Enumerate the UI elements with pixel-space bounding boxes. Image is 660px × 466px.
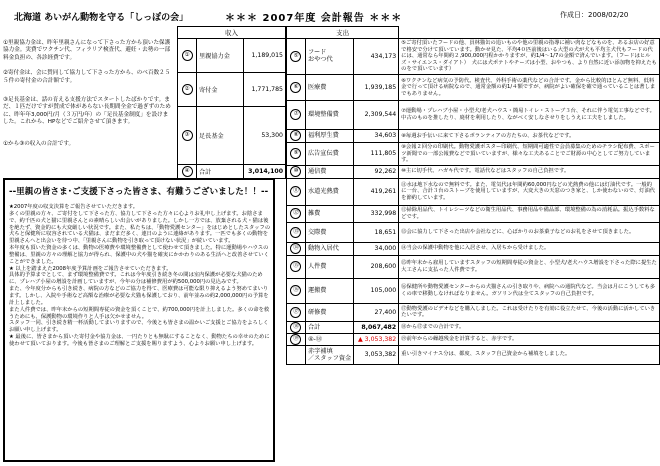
table-row <box>287 255 660 278</box>
row-value: 27,400 <box>354 303 399 321</box>
expense-table <box>286 26 660 365</box>
row-value: 2,309,544 <box>354 100 399 129</box>
row-label: 寄付金 <box>197 73 244 107</box>
row-label: 水道光熱費 <box>305 178 353 205</box>
income-note: ①里親協力金は、昨年里親さんになって下さった方から頂いた保護協力金。実費でワクチン代、フィラリア検査代、避妊・去勢の一部料金負担の、各診経費です。 <box>3 40 171 61</box>
table-row <box>178 39 286 73</box>
row-description: ⑲前年からの繰越残金を計算すると、赤字です。 <box>399 333 660 345</box>
row-description: ⑨会報２回分の印刷代。動物愛護ポスター印刷代、短期間可適性で会員募集のためのチラシ配布費、スポーツ新聞での一部公報費などで頂いていますが、様々な工夫あることでご財源の中心としてご努力しています。 <box>399 142 660 165</box>
row-label: フード おやつ代 <box>305 39 353 75</box>
message-paragraph: 多くの里親の方々、ご寄付をして下さった方、協力して下さった方々に心よりお礼申し上げます。お陰さまで、約千匹の犬と猫に里親さんとの素晴らしい出会いがありました。しかし一方では、放棄される犬・猫は後を絶たず、資金的にも大変厳しい状況です。また、私たちは、「動物愛護センター」をはじめとしたスタッフの犬ちと保健所に収容されている犬猫は、まだまだ多く、連日のように連絡があります。一匹でも多くの動物を里親さんへと出会いを待つ中、「里親さんに動物を引き取って頂けない状況」が続いています。 <box>9 210 271 245</box>
row-description: ⑮昨年末から雇用していますスタッフの短期間専従の資金と、小型犬/老犬ハウス増設を下さった際に提生た大工さんに支払った人件費です。 <box>399 255 660 278</box>
row-label: 医療費 <box>305 74 353 100</box>
row-value: 105,000 <box>354 278 399 303</box>
row-number: ⑪ <box>290 186 301 197</box>
table-row <box>287 321 660 333</box>
table-row <box>287 165 660 178</box>
row-label: 合計 <box>305 321 353 333</box>
income-table <box>177 26 286 179</box>
row-value: 34,603 <box>354 129 399 142</box>
row-number: ① <box>182 50 193 61</box>
organization-name: 北海道 あいがん動物を守る「しっぽの会」 <box>14 13 189 23</box>
income-note: ①から③の収入の合計です。 <box>3 140 75 147</box>
message-paragraph: 本年度も頂いた資金の多くは、動物の医療費や環境整備費として使わせて頂きました。特に運動場やハウスの整備は、里親の方々の理解と協力が得られ、保護中の犬や猫を確実にかかわりのある生活へと改善させていくことができました。 <box>9 245 269 265</box>
row-label: 福利厚生費 <box>305 129 353 142</box>
table-row <box>287 333 660 345</box>
table-row <box>287 100 660 129</box>
message-paragraph: ★ 最後に、皆さまから頂いた寄付金や協力金は、一円たりとも無駄にすることなく、動物たちの幸せのために使わせて頂いております。今後も皆さまのご理解とご支援を賜りますよう、心よりお願い申し上げます。 <box>9 334 270 347</box>
row-value: ▲ 3,053,382 <box>354 333 399 345</box>
row-number: ⑩ <box>290 166 301 177</box>
row-value: 53,300 <box>244 107 286 165</box>
row-label: 足長基金 <box>197 107 244 165</box>
row-number: ⑭ <box>290 243 301 254</box>
thank-you-message <box>3 178 275 462</box>
table-row <box>287 303 660 321</box>
row-label: 赤字補填 ／スタッフ資金 <box>305 345 353 364</box>
row-number: ⑯ <box>290 285 301 296</box>
row-value: 332,998 <box>354 205 399 222</box>
row-description: ⑱から⑰までの合計です。 <box>399 321 660 333</box>
table-row <box>287 74 660 100</box>
row-value: 1,189,015 <box>244 39 286 73</box>
table-row <box>287 345 660 364</box>
message-paragraph: ★ 以上を踏まえた2008年度予算計画をご報告させていただきます。 <box>9 265 172 272</box>
table-row <box>178 73 286 107</box>
row-label: 交際費 <box>305 222 353 242</box>
row-value: 34,000 <box>354 242 399 255</box>
table-row <box>287 129 660 142</box>
row-label: 動物入居代 <box>305 242 353 255</box>
row-label: 人件費 <box>305 255 353 278</box>
row-value: 1,939,185 <box>354 74 399 100</box>
table-row <box>287 205 660 222</box>
creation-date: 作成日：2008/02/20 <box>560 11 629 19</box>
row-description: ⑭当会の保護中動物を他に入居させ、入居ちから受けました。 <box>399 242 660 255</box>
table-row <box>287 222 660 242</box>
row-label: 広告宣伝費 <box>305 142 353 165</box>
table-row <box>287 39 660 75</box>
table-row <box>178 107 286 165</box>
row-label: 通信費 <box>305 165 353 178</box>
message-paragraph: 具体的予算までとして、まず環境整備費です。これは今年度引き続き冬の間は室内保護が必要な犬猫のために、プレハブ小屋の増設を計画していますが、今年の分は補修費用が約500,000円の見込みです。 <box>9 272 263 286</box>
row-description: ⑰動物愛護のビデオなどを購入しました。これは受けたりを有効に役立たせて、今後の活動に活かしていきたいです。 <box>399 303 660 321</box>
row-value: 208,600 <box>354 255 399 278</box>
row-number: ⑨ <box>290 148 301 159</box>
row-label: 研修費 <box>305 303 353 321</box>
row-number: ⑰ <box>290 307 301 318</box>
row-value: 1,771,785 <box>244 73 286 107</box>
page-title: ＊＊＊ 2007年度 会計報告 ＊＊＊ <box>225 13 403 24</box>
row-number: ④ <box>182 166 193 177</box>
row-label: 環境整備費 <box>305 100 353 129</box>
row-value: 8,067,482 <box>354 321 399 333</box>
row-description: ⑥ワクチンなど病気の予防代。検査代、外科手術の薬代などの合計です。金から比較的ほとんど無料、低料金で行って頂ける病院なので、通常金額の約1/４額ですが、病院がよい確保を確で通っていることは著しまでもありません。 <box>399 74 660 100</box>
income-notes <box>3 40 173 153</box>
income-note: ③足長基金は、話の育える支援方法でスタートしたばかりです。まだ、１匹だけですが賛成で体があらない長期間全金で過ぎずのために、昨年年3,000円/月（３万円/年）の「足長基金制度」を設けました。これから、HPなどでご紹介させて頂きます。 <box>3 97 171 126</box>
row-value: 18,651 <box>354 222 399 242</box>
expense-header: 支出 <box>287 27 399 39</box>
row-label: 里親協力金 <box>197 39 244 73</box>
row-number: ② <box>182 84 193 95</box>
table-row <box>178 165 286 179</box>
row-value: 3,053,382 <box>354 345 399 364</box>
table-row <box>287 178 660 205</box>
income-note: ②寄付金は、会に賛同して協力して下さった方から、のべ百数２５５件の寄付金の合計額です。 <box>3 70 171 84</box>
row-description: ⑤ご寄付頂いたフードの他、員林猫缶の追いものや他の里親の指導に補い肉などなものを、あるお店の好意で格安で分けて頂いています。動かせ見た、平均4０匹前後はいる大型の犬が犬も平均主犬代もフードの代には、通常なら年間約２,900,000円程かかりますが、約1/4〜1/7の金額で済んでいます。（フードはヒルズ・サイエンス・ダイアト） 犬には犬ポテトやチーズは小型、おやつも、より自然に近い添加物を抑えたものをで頂いています） <box>399 39 660 75</box>
row-label: ④-⑱ <box>305 333 353 345</box>
row-number: ⑧ <box>290 130 301 141</box>
message-paragraph: また、今年度分からも引き続き、病院の方などのご協力を得て、医療費は可能な限り抑えるよう努めてまいります。しかし、入院や手術など高額な治療が必要な犬猫も保護しており、前年並みの約2,000,000円の予算を計上しました。 <box>9 286 269 306</box>
row-description: ⑯保健所や動物愛護センターからの犬猫さんの引き取りや、病院への通院代など。当会は月にこうしても多くの車で移動しなければなりません。ガソリン代は全てスタッフの自己負担です。 <box>399 278 660 303</box>
message-title: --里親の皆さま･ご支援下さった皆さま、有難うございました！！-- <box>9 187 269 197</box>
message-paragraph: スタッフ一同、引き続き精一杯活動してまいりますので、今後とも皆さまの温かいご支援とご協力をよろしくお願い申し上げます。 <box>9 320 269 334</box>
row-number: ⑤ <box>290 51 301 62</box>
row-description: ⑩主に切手代、ハガキ代です。電話代などはスタッフの自己負担です。 <box>399 165 660 178</box>
table-row <box>287 242 660 255</box>
row-value: 92,262 <box>354 165 399 178</box>
row-value: 419,261 <box>354 178 399 205</box>
row-description: ⑦運動場・プレハブ小屋・小型犬/老犬ハウス・簡易トイレ・ストーブ３台、それに伴う電気工事などです。中古のものを推したり、廃材を利用したり、ながべく安しなさせりをしうえに工夫をしました。 <box>399 100 660 129</box>
row-number: ⑫ <box>290 208 301 219</box>
row-number: ⑥ <box>290 82 301 93</box>
row-value: 434,173 <box>354 39 399 75</box>
row-number: ⑦ <box>290 109 301 120</box>
row-description: ⑪水は地下水なので無料です。また、電気代は年間約60,000円などの光熱費の他には灯油代です。一般的に一台、合計３台のストーブを使用していますが、大変大きの天窓のつき家と、しか使わないので、灯油代を節約しています。 <box>399 178 660 205</box>
row-description: ⑬会に協力して下さった出店や会社などに、心ばかりのお茶菓子などのお礼をさせて頂きました。 <box>399 222 660 242</box>
row-label: 合計 <box>197 165 244 179</box>
row-label: 運搬費 <box>305 278 353 303</box>
message-paragraph: ★2007年度の収支決算をご報告させていただきます。 <box>9 204 139 210</box>
row-label: 雑費 <box>305 205 353 222</box>
row-description: ⑧毎週お手伝いに来て下さるボランティアの方たちの、お茶代などです。 <box>399 129 660 142</box>
income-header: 収入 <box>178 27 286 39</box>
table-row <box>287 278 660 303</box>
row-value: 3,014,100 <box>244 165 286 179</box>
message-paragraph: また人件費では、昨年末からの短期間専従の資金を頂くことで、約700,000円を計上しました。多くの命を救うためにも、保護動物の環境作りと人手は欠かせません。 <box>9 306 270 320</box>
row-number: ⑮ <box>290 261 301 272</box>
message-body <box>9 204 271 348</box>
row-number: ⑲ <box>290 334 301 345</box>
table-row <box>287 142 660 165</box>
row-number: ⑱ <box>290 322 301 333</box>
row-description: ⑫掃除用品代、トイレシーツなどの衛生用品代、事務用品や備品部、環境整備の為の消耗品。振込手数料などです。 <box>399 205 660 222</box>
row-number: ③ <box>182 130 193 141</box>
row-number: ⑬ <box>290 227 301 238</box>
row-value: 111,805 <box>354 142 399 165</box>
row-description: 重い引きマイナス分は、都度、スタッフ自己資金から補填をしました。 <box>399 345 660 364</box>
